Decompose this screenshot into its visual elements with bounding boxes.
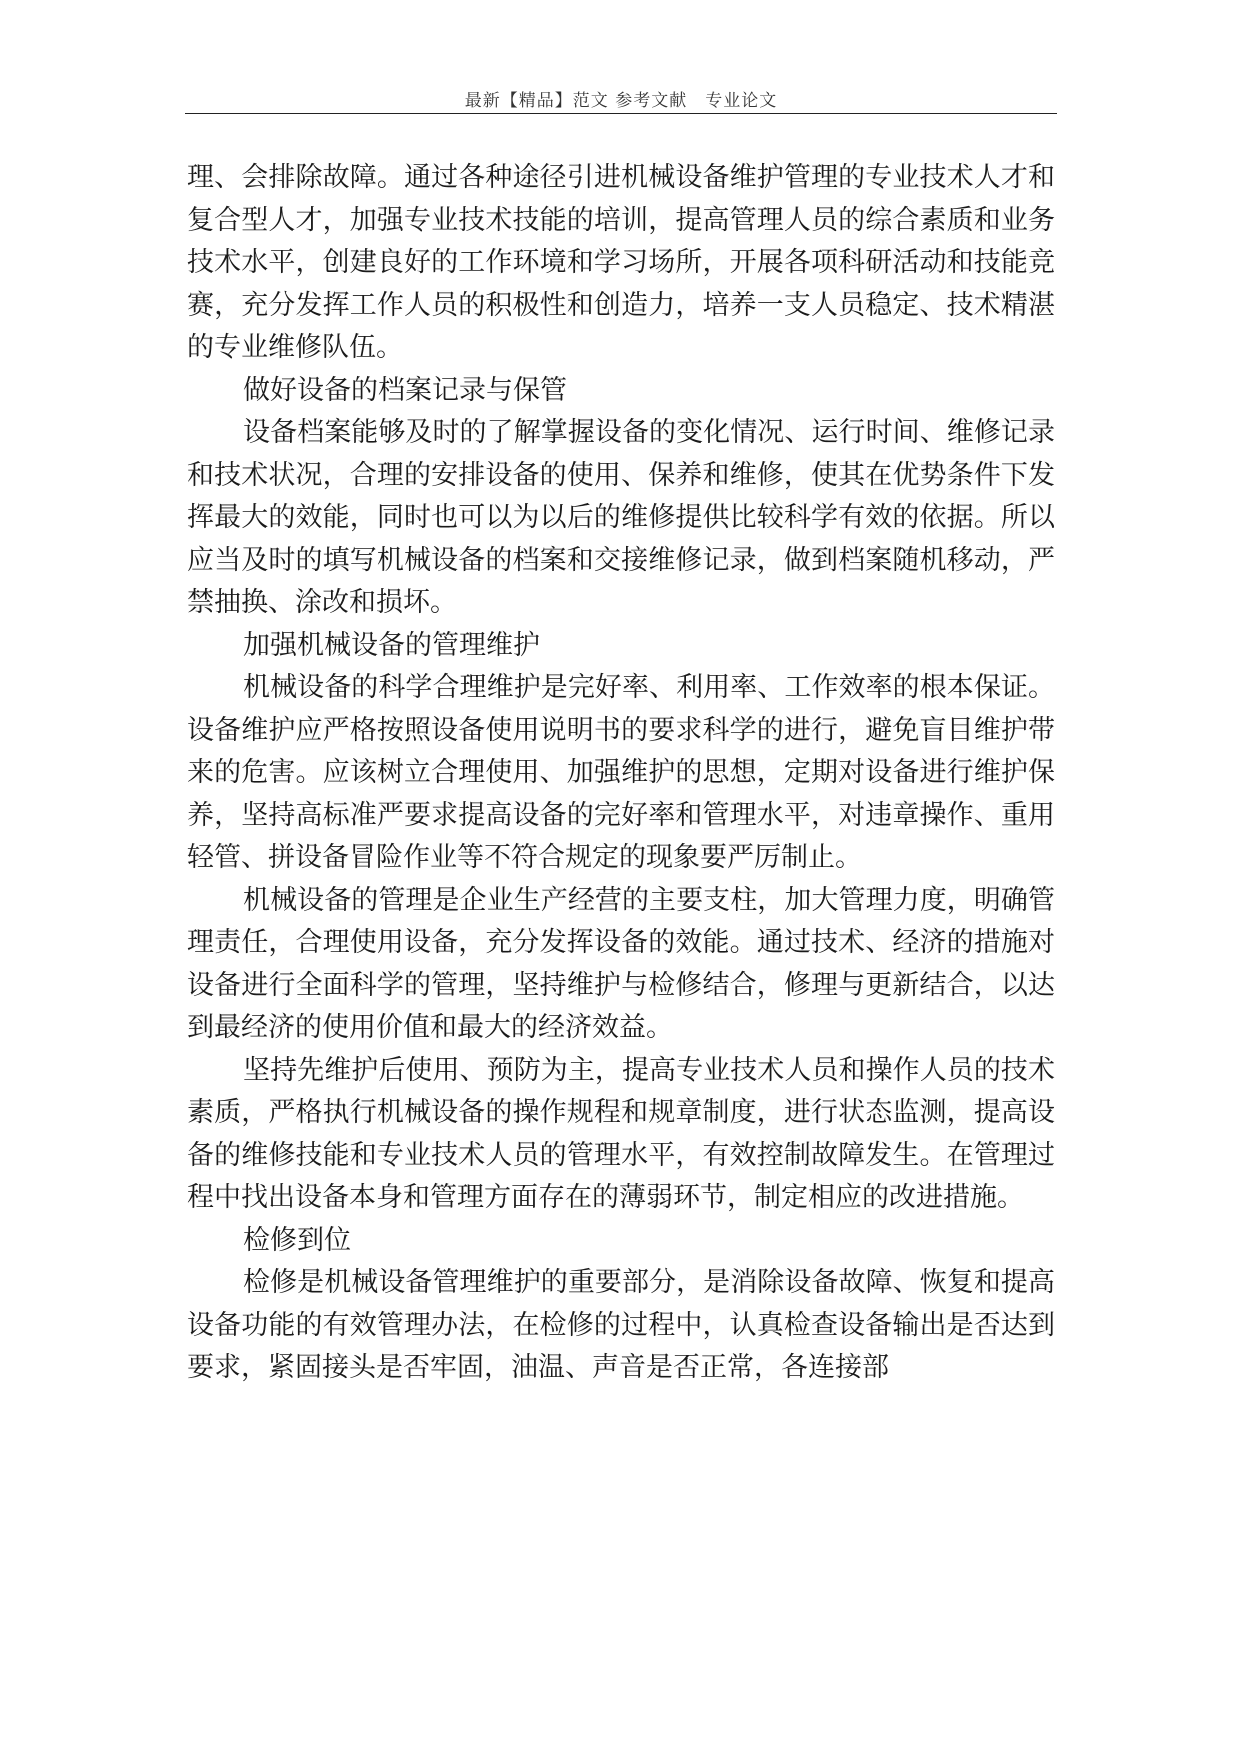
paragraph-archive: 设备档案能够及时的了解掌握设备的变化情况、运行时间、维修记录和技术状况，合理的安排设备的使用、保养和维修，使其在优势条件下发挥最大的效能，同时也可以为以后的维修提供比较科学有效的依据。所以应当及时的填写机械设备的档案和交接维修记录，做到档案随机移动，严禁抽换、涂改和损坏。	[187, 417, 1055, 618]
section-heading-maintenance: 加强机械设备的管理维护	[243, 629, 540, 661]
paragraph-management: 机械设备的管理是企业生产经营的主要支柱，加大管理力度，明确管理责任，合理使用设备，充分发挥设备的效能。通过技术、经济的措施对设备进行全面科学的管理，坚持维护与检修结合，修理与更新结合，以达到最经济的使用价值和最大的经济效益。	[187, 884, 1055, 1043]
paragraph-repair: 检修是机械设备管理维护的重要部分，是消除设备故障、恢复和提高设备功能的有效管理办法，在检修的过程中，认真检查设备输出是否达到要求，紧固接头是否牢固，油温、声音是否正常，各连接部	[187, 1267, 1055, 1383]
paragraph-continuation: 理、会排除故障。通过各种途径引进机械设备维护管理的专业技术人才和复合型人才，加强专业技术技能的培训，提高管理人员的综合素质和业务技术水平，创建良好的工作环境和学习场所，开展各项科研活动和技能竞赛，充分发挥工作人员的积极性和创造力，培养一支人员稳定、技术精湛的专业维修队伍。	[187, 162, 1055, 363]
section-heading-repair: 检修到位	[243, 1224, 351, 1256]
paragraph-prevention: 坚持先维护后使用、预防为主，提高专业技术人员和操作人员的技术素质，严格执行机械设备的操作规程和规章制度，进行状态监测，提高设备的维修技能和专业技术人员的管理水平，有效控制故障发生。在管理过程中找出设备本身和管理方面存在的薄弱环节，制定相应的改进措施。	[187, 1054, 1055, 1213]
paragraph-maintenance: 机械设备的科学合理维护是完好率、利用率、工作效率的根本保证。设备维护应严格按照设备使用说明书的要求科学的进行，避免盲目维护带来的危害。应该树立合理使用、加强维护的思想，定期对设备进行维护保养，坚持高标准严要求提高设备的完好率和管理水平，对违章操作、重用轻管、拼设备冒险作业等不符合规定的现象要严厉制止。	[187, 672, 1055, 873]
running-header: 最新【精品】范文 参考文献 专业论文	[464, 91, 778, 111]
section-heading-archive: 做好设备的档案记录与保管	[243, 374, 567, 406]
body-text	[187, 157, 1055, 1390]
header-rule	[185, 113, 1057, 114]
